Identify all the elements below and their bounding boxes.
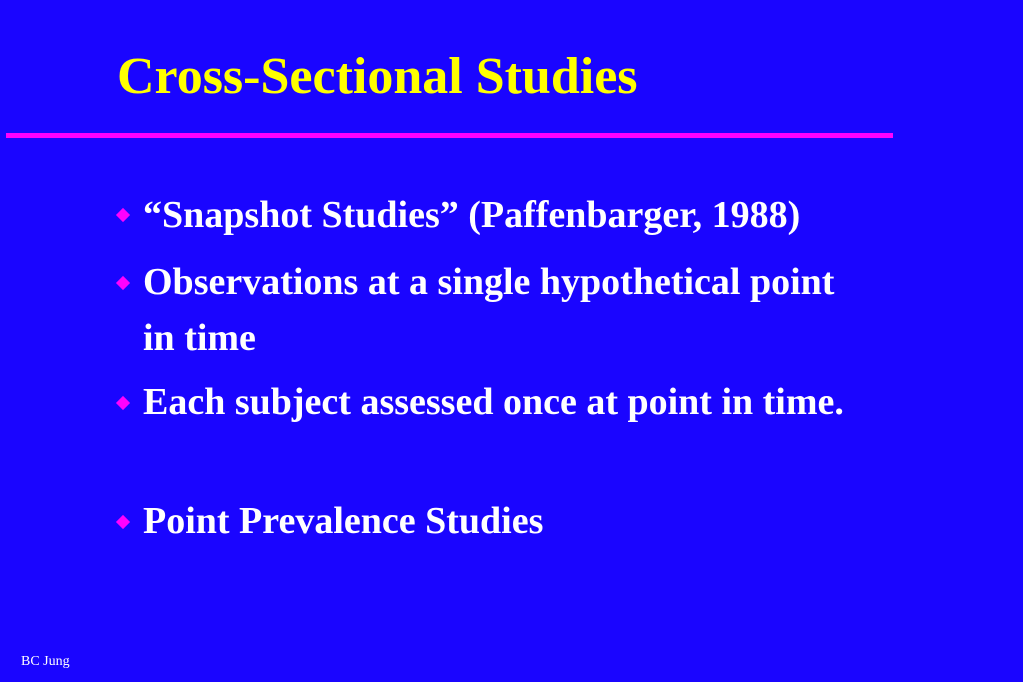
diamond-bullet-icon xyxy=(115,275,130,290)
title-divider xyxy=(6,133,893,138)
bullet-text: Each subject assessed once at point in time. xyxy=(143,381,844,423)
bullet-text: Point Prevalence Studies xyxy=(143,500,544,542)
bullet-text: Observations at a single hypothetical point in time xyxy=(143,261,835,359)
footer-author: BC Jung xyxy=(21,654,70,669)
diamond-bullet-icon xyxy=(115,514,130,529)
slide-title: Cross-Sectional Studies xyxy=(117,48,638,105)
diamond-bullet-icon xyxy=(115,207,130,222)
bullet-text: “Snapshot Studies” (Paffenbarger, 1988) xyxy=(143,194,801,236)
diamond-bullet-icon xyxy=(115,395,130,410)
